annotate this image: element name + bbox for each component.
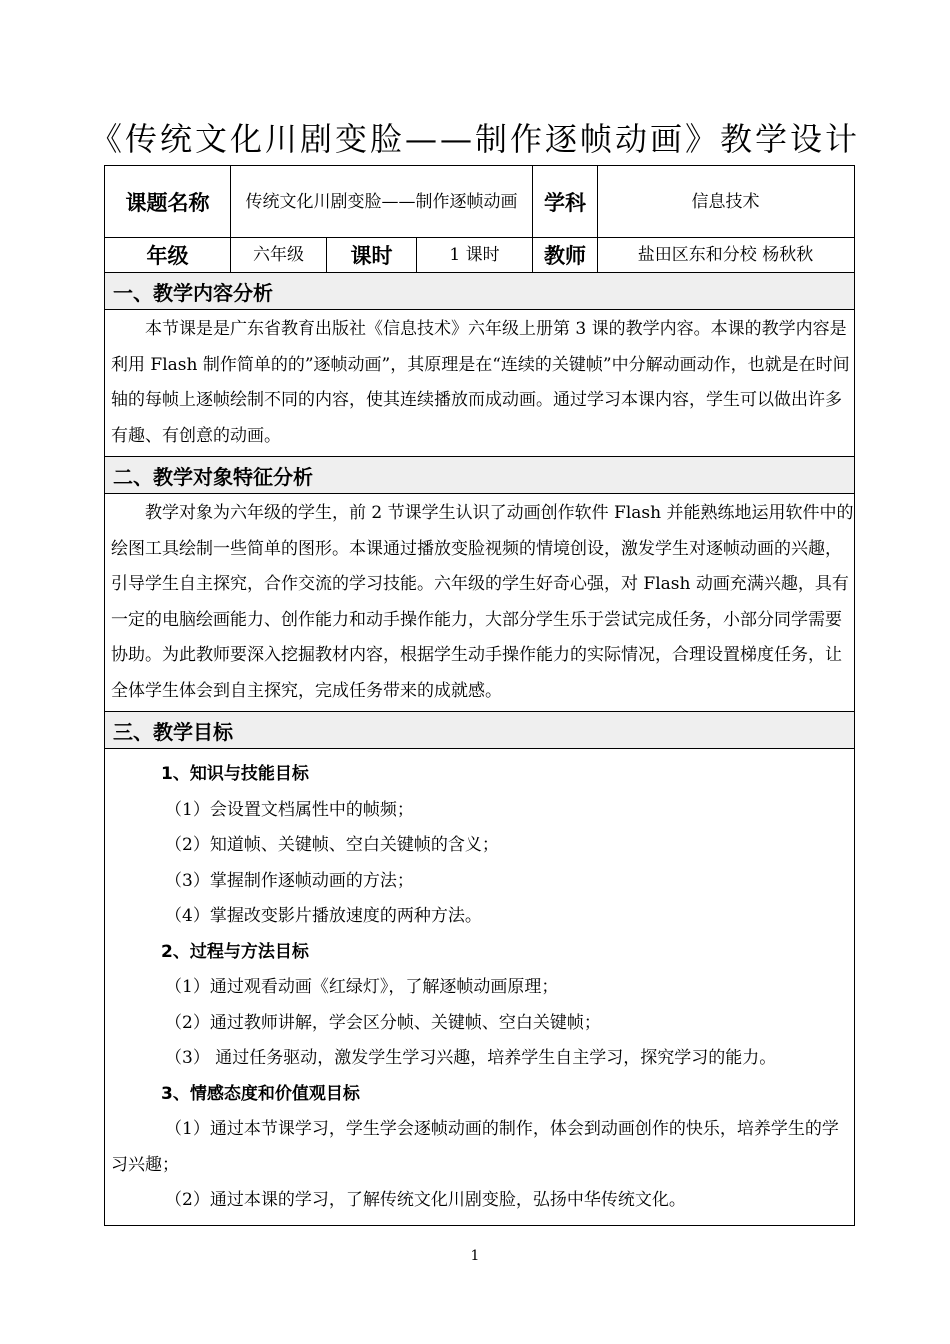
grade-value: 六年级	[231, 238, 327, 272]
lesson-plan-table	[104, 165, 855, 1226]
section-2-heading: 二、教学对象特征分析	[105, 457, 854, 494]
section-2-text: 教学对象为六年级的学生，前 2 节课学生认识了动画创作软件 Flash 并能熟练地运用软件中的绘图工具绘制一些简单的图形。本课通过播放变脸视频的情境创设，激发学生对逐帧动画的兴趣，引导学生自主探究，合作交流的学习技能。六年级的学生好奇心强，对 Flash 动画充满兴趣，具有一定的电脑绘画能力、创作能力和动手操作能力，大部分学生乐于尝试完成任务，小部分同学需要协助。为此教师要深入挖掘教材内容，根据学生动手操作能力的实际情况，合理设置梯度任务，让全体学生体会到自主探究，完成任务带来的成就感。	[111, 503, 854, 701]
teacher-value: 盐田区东和分校 杨秋秋	[637, 245, 814, 265]
hours-value: 1 课时	[417, 238, 533, 272]
goal-2-heading: 2、过程与方法目标	[161, 941, 309, 962]
section-1-text: 本节课是是广东省教育出版社《信息技术》六年级上册第 3 课的教学内容。本课的教学内容是利用 Flash 制作简单的的”逐帧动画”，其原理是在“连续的关键帧”中分解动画动作，也就是在时间轴的每帧上逐帧绘制不同的内容，使其连续播放而成动画。通过学习本课内容，学生可以做出许多有趣、有创意的动画。	[111, 319, 850, 446]
section-1-heading: 一、教学内容分析	[105, 273, 854, 310]
goal-2-item: （3） 通过任务驱动，激发学生学习兴趣，培养学生自主学习，探究学习的能力。	[165, 1048, 777, 1068]
info-row-1	[105, 166, 854, 238]
section-2-body	[105, 494, 854, 712]
info-row-2	[105, 238, 854, 273]
page-number: 1	[470, 1248, 480, 1264]
grade-label: 年级	[105, 238, 231, 272]
topic-value: 传统文化川剧变脸——制作逐帧动画	[231, 166, 533, 237]
goal-3-item: （2）通过本课的学习，了解传统文化川剧变脸，弘扬中华传统文化。	[165, 1190, 686, 1210]
section-3-heading: 三、教学目标	[105, 712, 854, 749]
goal-3-item: （1）通过本节课学习，学生学会逐帧动画的制作，体会到动画创作的快乐，培养学生的学习兴趣；	[111, 1119, 839, 1175]
subject-label: 学科	[533, 166, 598, 237]
goal-3-heading: 3、情感态度和价值观目标	[161, 1083, 360, 1104]
document-title: 《传统文化川剧变脸——制作逐帧动画》教学设计	[89, 120, 860, 158]
goal-2-item: （1）通过观看动画《红绿灯》，了解逐帧动画原理；	[165, 977, 559, 997]
goal-1-item: （4）掌握改变影片播放速度的两种方法。	[165, 906, 482, 926]
topic-label: 课题名称	[105, 166, 231, 237]
goal-1-item: （3）掌握制作逐帧动画的方法；	[165, 870, 414, 891]
section-3-body	[105, 749, 854, 1225]
goal-1-item: （2）知道帧、关键帧、空白关键帧的含义；	[165, 835, 499, 855]
teacher-label: 教师	[533, 238, 598, 272]
goal-1-item: （1）会设置文档属性中的帧频；	[165, 799, 414, 820]
goal-2-item: （2）通过教师讲解，学会区分帧、关键帧、空白关键帧；	[165, 1012, 601, 1033]
goal-1-heading: 1、知识与技能目标	[161, 764, 309, 784]
subject-value: 信息技术	[691, 191, 760, 212]
section-1-body	[105, 310, 854, 457]
hours-label: 课时	[327, 238, 417, 272]
